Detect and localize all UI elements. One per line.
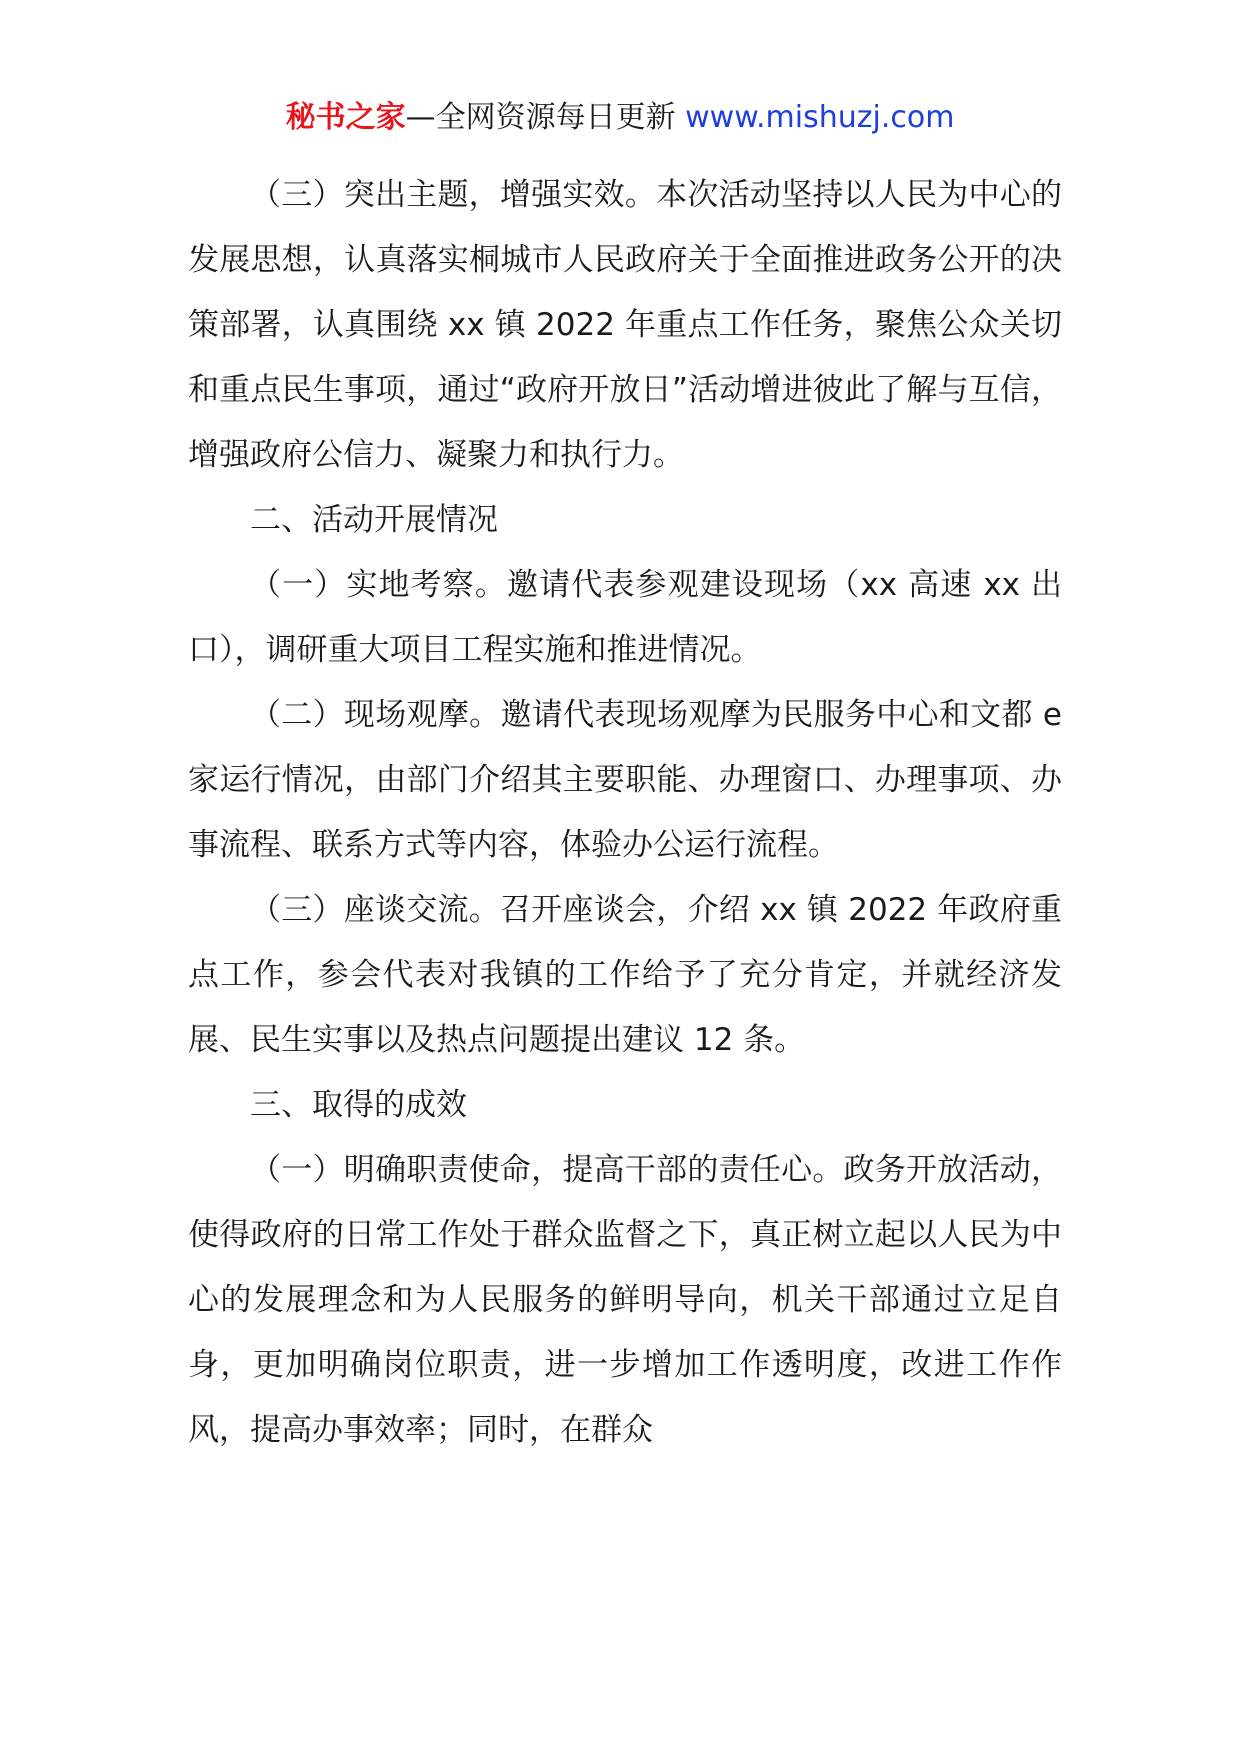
site-url[interactable]: www.mishuzj.com — [685, 100, 955, 135]
paragraph-responsibility: （一）明确职责使命，提高干部的责任心。政务开放活动，使得政府的日常工作处于群众监督之下，真正树立起以人民为中心的发展理念和为人民服务的鲜明导向，机关干部通过立足自身，更加明确岗位职责，进一步增加工作透明度，改进工作作风，提高办事效率；同时，在群众 — [188, 1152, 1062, 1448]
paragraph-symposium: （三）座谈交流。召开座谈会，介绍 xx 镇 2022 年政府重点工作，参会代表对我镇的工作给予了充分肯定，并就经济发展、民生实事以及热点问题提出建议 12 条。 — [188, 892, 1062, 1058]
paragraph-site-inspection: （一）实地考察。邀请代表参观建设现场（xx 高速 xx 出口），调研重大项目工程实施和推进情况。 — [188, 567, 1062, 668]
document-body — [188, 163, 1062, 1463]
section-heading-activities: 二、活动开展情况 — [250, 502, 498, 538]
section-heading-results: 三、取得的成效 — [250, 1087, 467, 1123]
paragraph-site-observation: （二）现场观摩。邀请代表现场观摩为民服务中心和文都 e 家运行情况，由部门介绍其主要职能、办理窗口、办理事项、办事流程、联系方式等内容，体验办公运行流程。 — [188, 697, 1062, 863]
page-header — [0, 98, 1240, 138]
paragraph-focus-theme: （三）突出主题，增强实效。本次活动坚持以人民为中心的发展思想，认真落实桐城市人民政府关于全面推进政务公开的决策部署，认真围绕 xx 镇 2022 年重点工作任务，聚焦公众关切和重点民生事项，通过“政府开放日”活动增进彼此了解与互信，增强政府公信力、凝聚力和执行力。 — [188, 177, 1062, 473]
brand-name: 秘书之家 — [285, 100, 406, 135]
header-tagline: —全网资源每日更新 — [405, 100, 676, 135]
